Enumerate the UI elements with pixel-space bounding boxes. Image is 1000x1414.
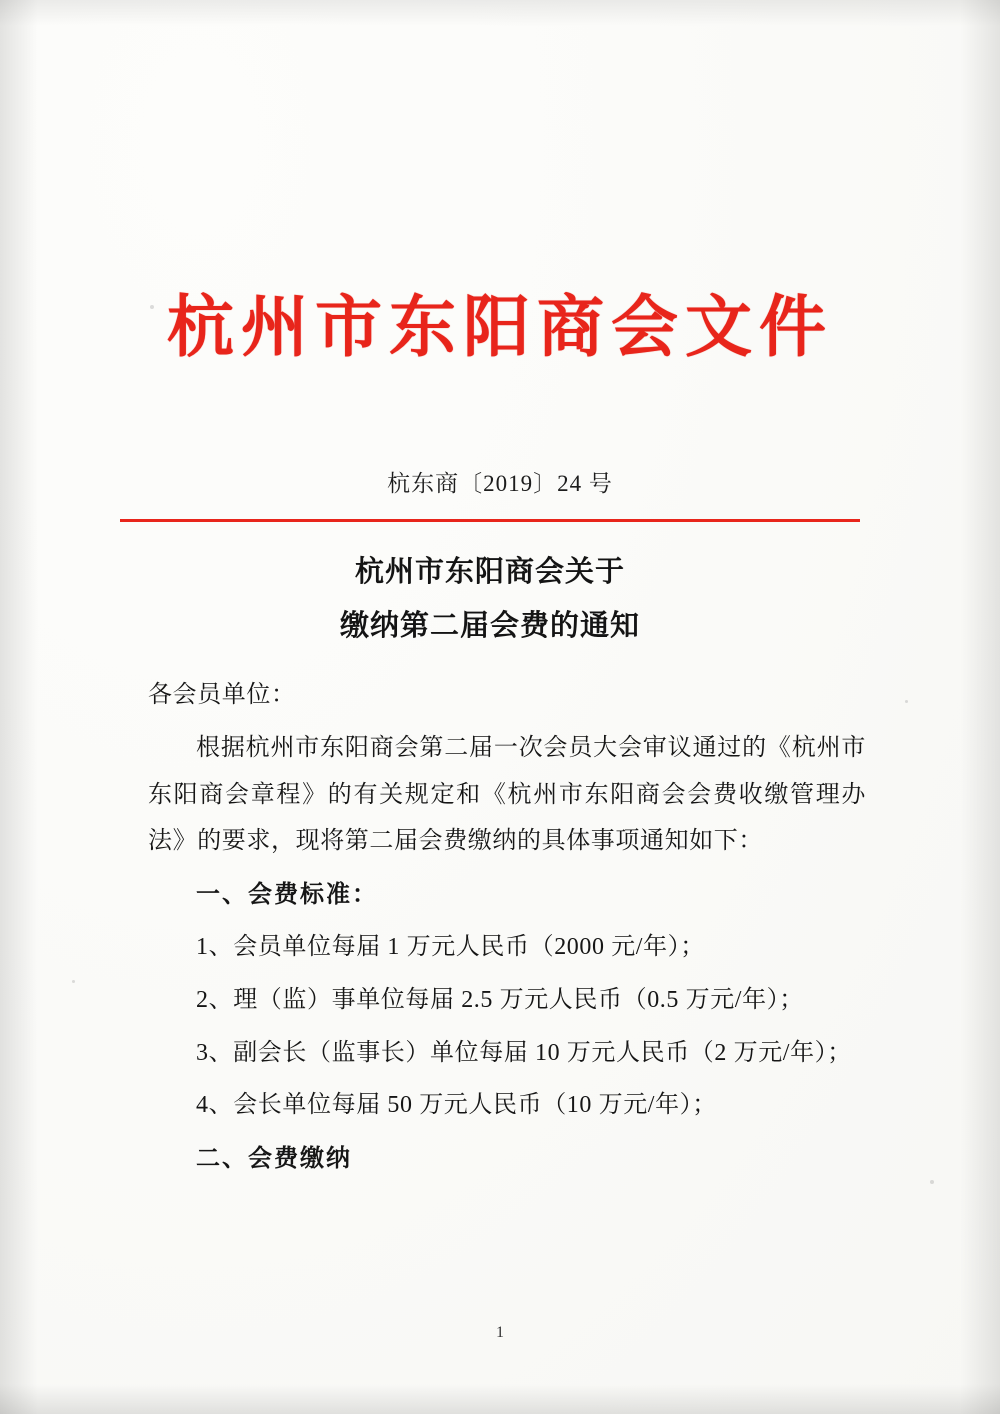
scan-shadow-left xyxy=(0,0,38,1414)
document-body xyxy=(120,0,880,1414)
page-title-line-2: 缴纳第二届会费的通知 xyxy=(339,607,640,642)
page-number: 1 xyxy=(496,1324,504,1341)
page-title-line-1: 杭州市东阳商会关于 xyxy=(354,554,625,588)
red-divider-rule xyxy=(120,519,860,522)
scan-speck xyxy=(905,700,908,703)
fee-item-4: 4、会长单位每届 50 万元人民币（10 万元/年）； xyxy=(196,1092,717,1119)
scan-speck xyxy=(72,980,75,983)
page-title xyxy=(120,545,860,652)
intro-paragraph: 根据杭州市东阳商会第二届一次会员大会审议通过的《杭州市东阳商会章程》的有关规定和《杭州市东阳商会会费收缴管理办法》的要求，现将第二届会费缴纳的具体事项通知如下： xyxy=(148,734,866,855)
scan-speck xyxy=(930,1180,934,1184)
section-heading-1: 一、会费标准： xyxy=(196,879,378,909)
section-heading-2: 二、会费缴纳 xyxy=(196,1143,352,1173)
salutation: 各会员单位： xyxy=(148,682,296,708)
fee-item-2: 2、理（监）事单位每届 2.5 万元人民币（0.5 万元/年）； xyxy=(196,986,804,1013)
document-number: 杭东商〔2019〕24 号 xyxy=(387,471,613,496)
document-masthead-title: 杭州市东阳商会文件 xyxy=(167,287,833,366)
scan-shadow-right xyxy=(960,0,1000,1414)
fee-item-1: 1、会员单位每届 1 万元人民币（2000 元/年）； xyxy=(196,933,705,960)
fee-item-3: 3、副会长（监事长）单位每届 10 万元人民币（2 万元/年）； xyxy=(196,1039,852,1066)
document-content xyxy=(148,672,866,1188)
